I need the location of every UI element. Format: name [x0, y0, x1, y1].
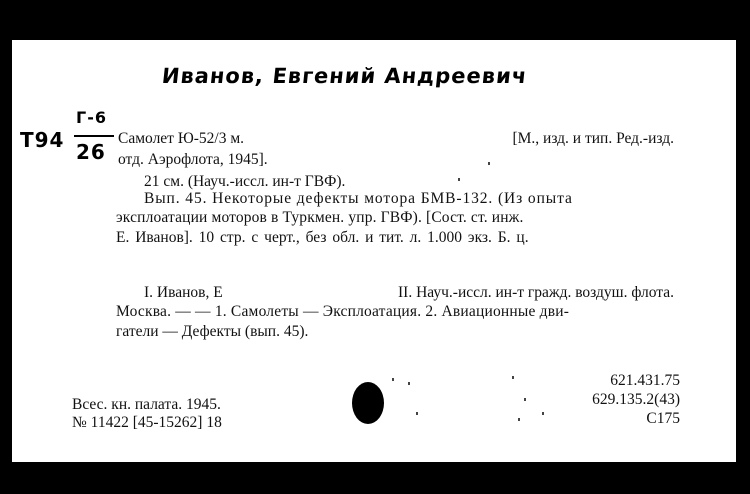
series-line-3: Е. Иванов]. 10 стр. с черт., без обл. и тит. л. 1.000 экз. Б. ц. — [116, 229, 529, 246]
title-line-3: 21 см. (Науч.-иссл. ин-т ГВФ). — [144, 173, 346, 190]
speck — [416, 412, 418, 415]
speck — [524, 398, 526, 401]
tracing-corporate: II. Науч.-иссл. ин-т гражд. воздуш. флота. — [398, 284, 674, 301]
series-line-2: эксплоатации моторов в Туркмен. упр. ГВФ). [Сост. ст. инж. — [116, 209, 524, 226]
shelf-mark-numerator: Г-6 — [76, 108, 107, 127]
title-line-2: отд. Аэрофлота, 1945]. — [118, 151, 268, 168]
title-text: Самолет Ю-52/3 м. — [118, 130, 245, 147]
speck — [488, 162, 490, 165]
tracings-line-3: гатели — Дефекты (вып. 45). — [116, 323, 309, 340]
udc-code-1: 621.431.75 — [610, 372, 680, 389]
bbk-code: С175 — [646, 410, 680, 427]
tracings-line-2: Москва. — — 1. Самолеты — Эксплоатация. 2. Авиационные дви- — [116, 303, 570, 320]
author-heading-handwritten: Иванов, Евгений Андреевич — [160, 64, 529, 88]
tracing-personal: I. Иванов, Е — [144, 284, 223, 301]
registration-line-1: Всес. кн. палата. 1945. — [72, 396, 221, 413]
speck — [458, 178, 460, 181]
ink-blot — [352, 382, 384, 424]
imprint-text: [М., изд. и тип. Ред.-изд. — [512, 130, 674, 147]
shelf-mark-denominator: 26 — [76, 140, 106, 164]
registration-line-2: № 11422 [45-15262] 18 — [72, 414, 222, 431]
shelf-mark-main: Т94 — [20, 128, 65, 152]
series-line-1: Вып. 45. Некоторые дефекты мотора БМВ-132. (Из опыта — [144, 190, 573, 207]
udc-code-2: 629.135.2(43) — [592, 391, 680, 408]
speck — [408, 382, 410, 385]
title-line-1 — [118, 130, 674, 148]
catalog-card — [12, 40, 736, 462]
speck — [542, 412, 544, 415]
speck — [512, 376, 514, 379]
speck — [518, 418, 520, 421]
tracings-line-1 — [144, 284, 674, 302]
speck — [392, 378, 394, 381]
shelf-mark-fraction-bar — [74, 135, 114, 137]
